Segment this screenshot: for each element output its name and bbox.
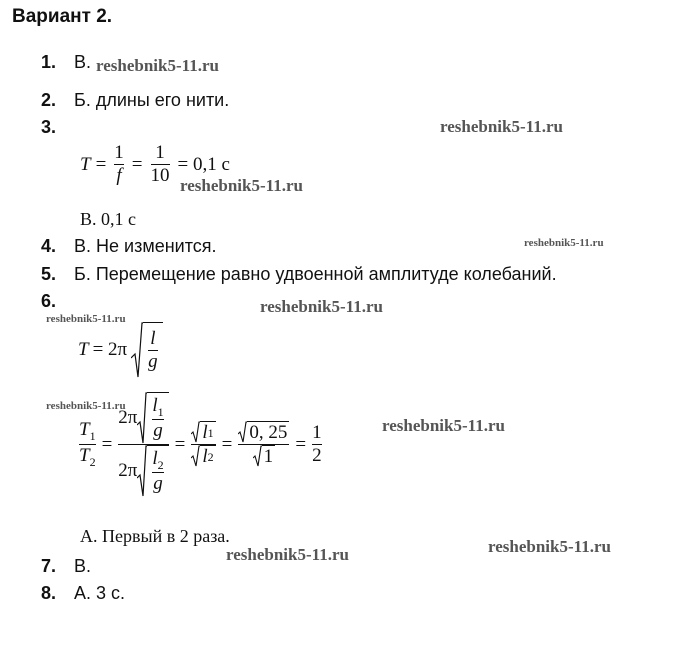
answer-2-text: Б. длины его нити. — [74, 90, 230, 110]
answer-8-number: 8. — [40, 583, 56, 603]
answer-8-text: А. 3 с. — [74, 583, 126, 603]
q6-f2-lhs-num-sub: 1 — [89, 429, 96, 443]
watermark: reshebnik5-11.ru — [440, 117, 563, 136]
q6-f2-lhs — [79, 419, 96, 470]
answer-5-number: 5. — [40, 264, 56, 284]
q6-f2-val-den: 1 — [263, 446, 274, 467]
watermark: reshebnik5-11.ru — [46, 400, 126, 412]
q3-result: = 0,1 с — [177, 153, 230, 175]
q6-f2-eq-4: = — [295, 433, 307, 455]
answer-6-number: 6. — [40, 291, 56, 311]
q6-f1-lhs: T — [78, 339, 89, 360]
watermark: reshebnik5-11.ru — [524, 237, 604, 249]
q3-answer: В. 0,1 с — [80, 209, 136, 229]
q6-f2-res-den: 2 — [312, 445, 322, 466]
answer-7-text: В. — [74, 556, 92, 576]
q6-f2-lhs-den-sub: 2 — [89, 454, 96, 469]
watermark: reshebnik5-11.ru — [46, 313, 126, 325]
answer-7-number: 7. — [40, 556, 56, 576]
q6-f2-g-top: g — [153, 420, 163, 442]
q6-f2-value-ratio — [238, 421, 289, 468]
q3-num1: 1 — [114, 142, 124, 163]
q3-num2: 1 — [155, 142, 165, 163]
watermark: reshebnik5-11.ru — [382, 416, 505, 435]
q6-f1-coef: = 2π — [92, 339, 128, 360]
q6-f2-coef-bottom: 2π — [118, 460, 138, 481]
answer-1-text: В. — [74, 52, 92, 72]
answer-4-number: 4. — [40, 236, 56, 256]
q6-f2-result — [312, 422, 322, 467]
q6-f2-sqrt-ratio — [191, 421, 215, 468]
q6-f2-eq-1: = — [101, 433, 113, 455]
q3-den2: 10 — [150, 165, 170, 186]
q6-f2-l-bottom: l — [152, 447, 158, 469]
q3-fraction-2 — [151, 142, 170, 187]
answer-4-text: В. Не изменится. — [74, 236, 217, 256]
q6-f2-eq-2: = — [174, 433, 186, 455]
answer-3-number: 3. — [40, 117, 56, 137]
q6-f2-l-top: l — [152, 394, 158, 416]
q6-f2-eq-3: = — [221, 433, 233, 455]
answer-5-text: Б. Перемещение равно удвоенной амплитуде колебаний. — [74, 264, 557, 284]
q6-answer: А. Первый в 2 раза. — [80, 526, 230, 546]
watermark: reshebnik5-11.ru — [226, 545, 349, 564]
watermark: reshebnik5-11.ru — [488, 537, 611, 556]
q3-fraction-1 — [114, 142, 124, 187]
q6-f2-l-top-sub: 1 — [157, 404, 164, 419]
q6-f2-big-fraction — [118, 392, 168, 497]
q6-f2-ratio-l2: l — [202, 446, 208, 467]
q6-f1-sqrt — [131, 322, 163, 378]
q6-f2-coef-top: 2π — [118, 407, 138, 428]
q6-f2-g-bottom: g — [153, 473, 163, 495]
q3-lhs: T — [80, 153, 91, 175]
q6-f1-num: l — [150, 328, 156, 349]
page-title: Вариант 2. — [12, 6, 113, 27]
answer-1-number: 1. — [40, 52, 56, 72]
q6-f2-lhs-num: T — [79, 419, 90, 441]
q6-f2-ratio-sub1: 1 — [207, 425, 214, 440]
q6-f2-val-num: 0, 25 — [249, 422, 288, 443]
q3-eq: = — [95, 153, 107, 175]
watermark: reshebnik5-11.ru — [260, 297, 383, 316]
q6-f2-l-bottom-sub: 2 — [157, 457, 164, 472]
q6-f2-lhs-den: T — [79, 445, 90, 466]
q6-f2-ratio-l1: l — [202, 422, 208, 443]
q6-f1-den: g — [148, 351, 158, 372]
q3-den1: f — [116, 165, 122, 186]
watermark: reshebnik5-11.ru — [180, 176, 303, 195]
q6-formula-1 — [78, 322, 163, 378]
q6-f2-ratio-sub2: 2 — [207, 449, 214, 464]
answer-2-number: 2. — [40, 90, 56, 110]
watermark: reshebnik5-11.ru — [96, 56, 219, 75]
q6-f2-res-num: 1 — [312, 422, 322, 443]
q3-eq-2: = — [131, 153, 143, 175]
